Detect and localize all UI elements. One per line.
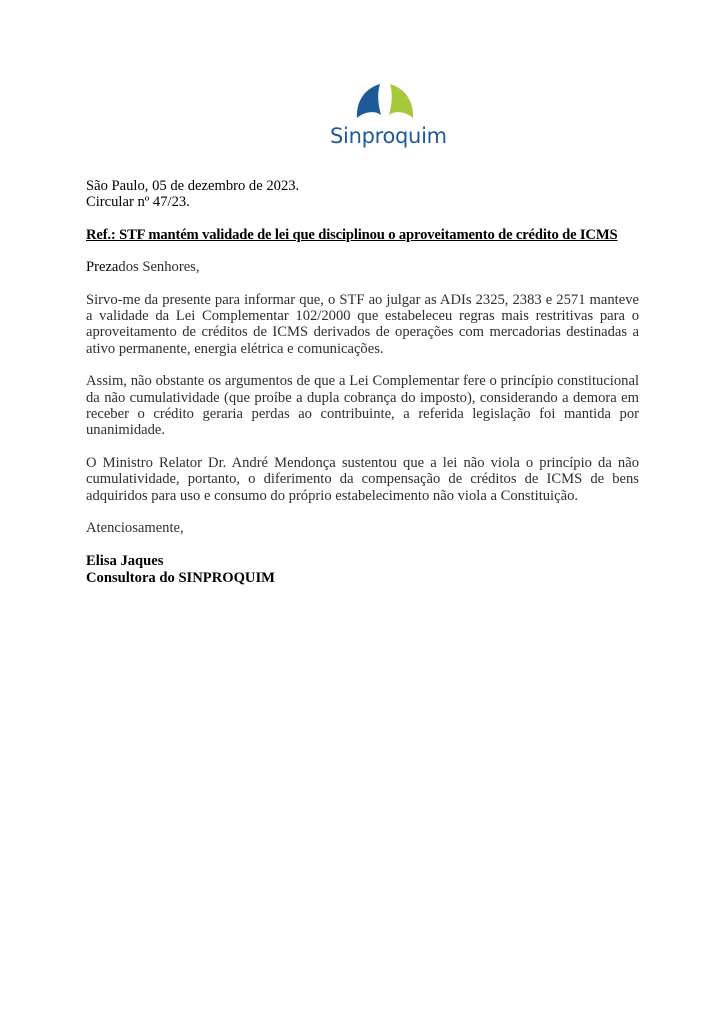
paragraph-2: Assim, não obstante os argumentos de que a Lei Complementar fere o princípio constitucional da não cumulatividade (que proíbe a dupla cobrança do imposto), considerando a demora em receber o crédito geraria perdas ao contribuinte, a referida legislação foi mantida por unanimidade. (86, 373, 639, 439)
greeting-prefix: Preza (86, 258, 119, 275)
paragraph-1: Sirvo-me da presente para informar que, o STF ao julgar as ADIs 2325, 2383 e 2571 manteve a validade da Lei Complementar 102/2000 que estabeleceu regras mais restritivas para o aproveitamento de créditos de ICMS derivados de operações com mercadorias destinadas a ativo permanente, energia elétrica e comunicações. (86, 291, 639, 357)
greeting (86, 259, 639, 275)
signer-title: Consultora do SINPROQUIM (86, 569, 275, 586)
leaf-emblem-icon (346, 82, 424, 126)
greeting-rest: dos Senhores, (118, 258, 200, 275)
signer-name: Elisa Jaques (86, 553, 164, 570)
sinproquim-logo (330, 82, 447, 152)
paragraph-3: O Ministro Relator Dr. André Mendonça sustentou que a lei não viola o princípio da não cumulatividade, portanto, o diferimento da compensação de créditos de ICMS de bens adquiridos para uso e consumo do próprio estabelecimento não viola a Constituição. (86, 455, 639, 504)
letter-body (86, 178, 639, 586)
date-line: São Paulo, 05 de dezembro de 2023. (86, 178, 300, 194)
circular-number: Circular nº 47/23. (86, 194, 190, 211)
logo-wordmark: Sinproquim (330, 124, 447, 148)
signature-block (86, 553, 639, 586)
reference-subject: Ref.: STF mantém validade de lei que disciplinou o aproveitamento de crédito de ICMS (86, 226, 618, 243)
closing: Atenciosamente, (86, 520, 184, 537)
